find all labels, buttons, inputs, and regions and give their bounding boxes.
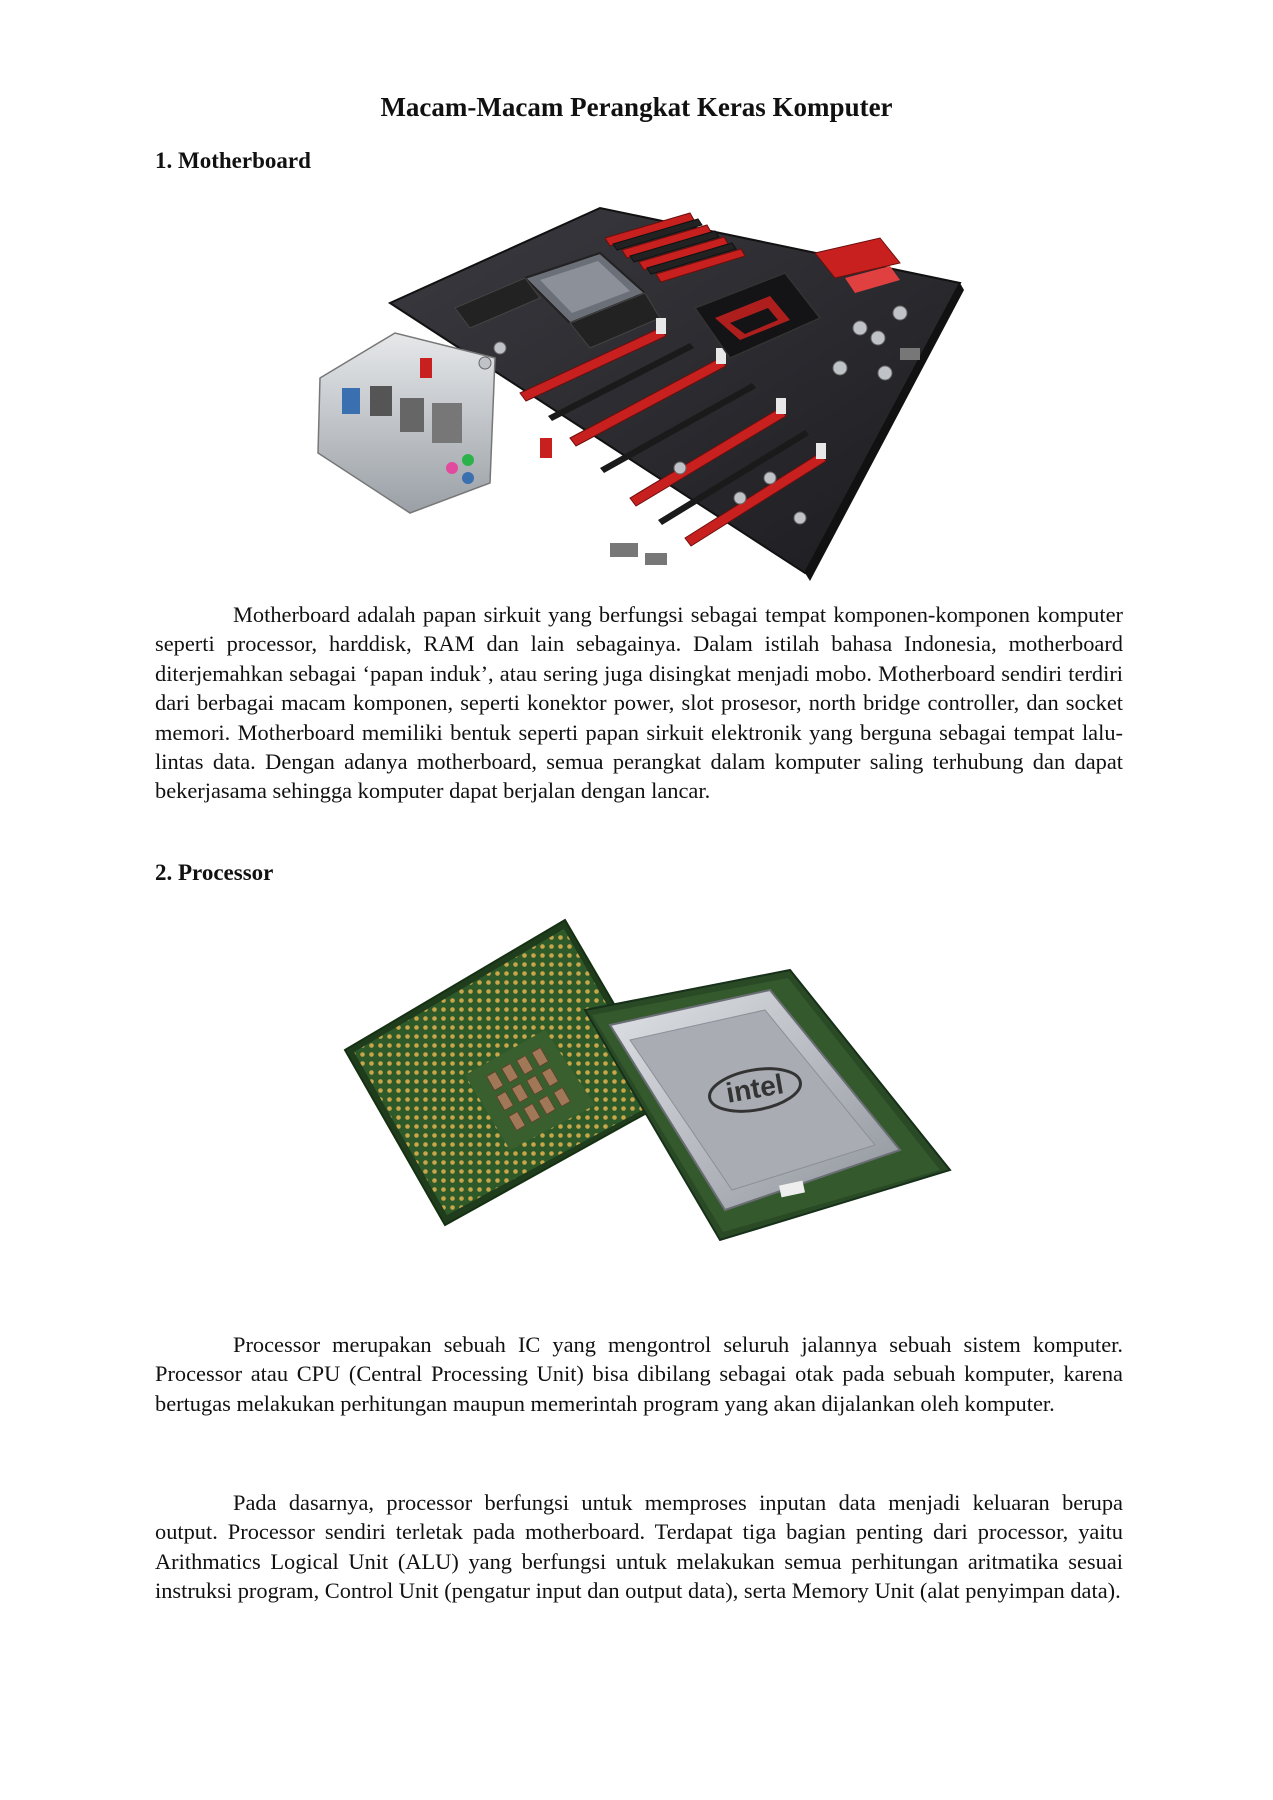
processor-image xyxy=(340,915,960,1255)
processor-paragraph-1: Processor merupakan sebuah IC yang mengontrol seluruh jalannya sebuah sistem komputer. Processor atau CPU (Central Processing Unit) bisa dibilang sebagai otak pada sebuah komputer, karena bertugas melakukan perhitungan maupun memerintah program yang akan dijalankan oleh komputer. xyxy=(155,1332,1123,1416)
section-heading-motherboard: 1. Motherboard xyxy=(155,148,311,173)
section-heading-processor: 2. Processor xyxy=(155,860,274,885)
motherboard-image xyxy=(300,198,980,583)
document-title: Macam-Macam Perangkat Keras Komputer xyxy=(380,92,893,122)
intel-logo-text: intel xyxy=(723,1068,786,1109)
motherboard-paragraph: Motherboard adalah papan sirkuit yang berfungsi sebagai tempat komponen-komponen komputer seperti processor, harddisk, RAM dan lain sebagainya. Dalam istilah bahasa Indonesia, motherboard diterjemahkan sebagai ‘papan induk’, atau sering juga disingkat menjadi mobo. Motherboard sendiri terdiri dari berbagai macam komponen, seperti konektor power, slot prosesor, north bridge controller, dan socket memori. Motherboard memiliki bentuk seperti papan sirkuit elektronik yang berguna sebagai tempat lalu-lintas data. Dengan adanya motherboard, semua perangkat dalam komputer saling terhubung dan dapat bekerjasama sehingga komputer dapat berjalan dengan lancar. xyxy=(155,602,1123,804)
processor-paragraph-2: Pada dasarnya, processor berfungsi untuk memproses inputan data menjadi keluaran berupa output. Processor sendiri terletak pada motherboard. Terdapat tiga bagian penting dari processor, yaitu Arithmatics Logical Unit (ALU) yang berfungsi untuk melakukan semua perhitungan aritmatika sesuai instruksi program, Control Unit (pengatur input dan output data), serta Memory Unit (alat penyimpan data). xyxy=(155,1490,1123,1604)
